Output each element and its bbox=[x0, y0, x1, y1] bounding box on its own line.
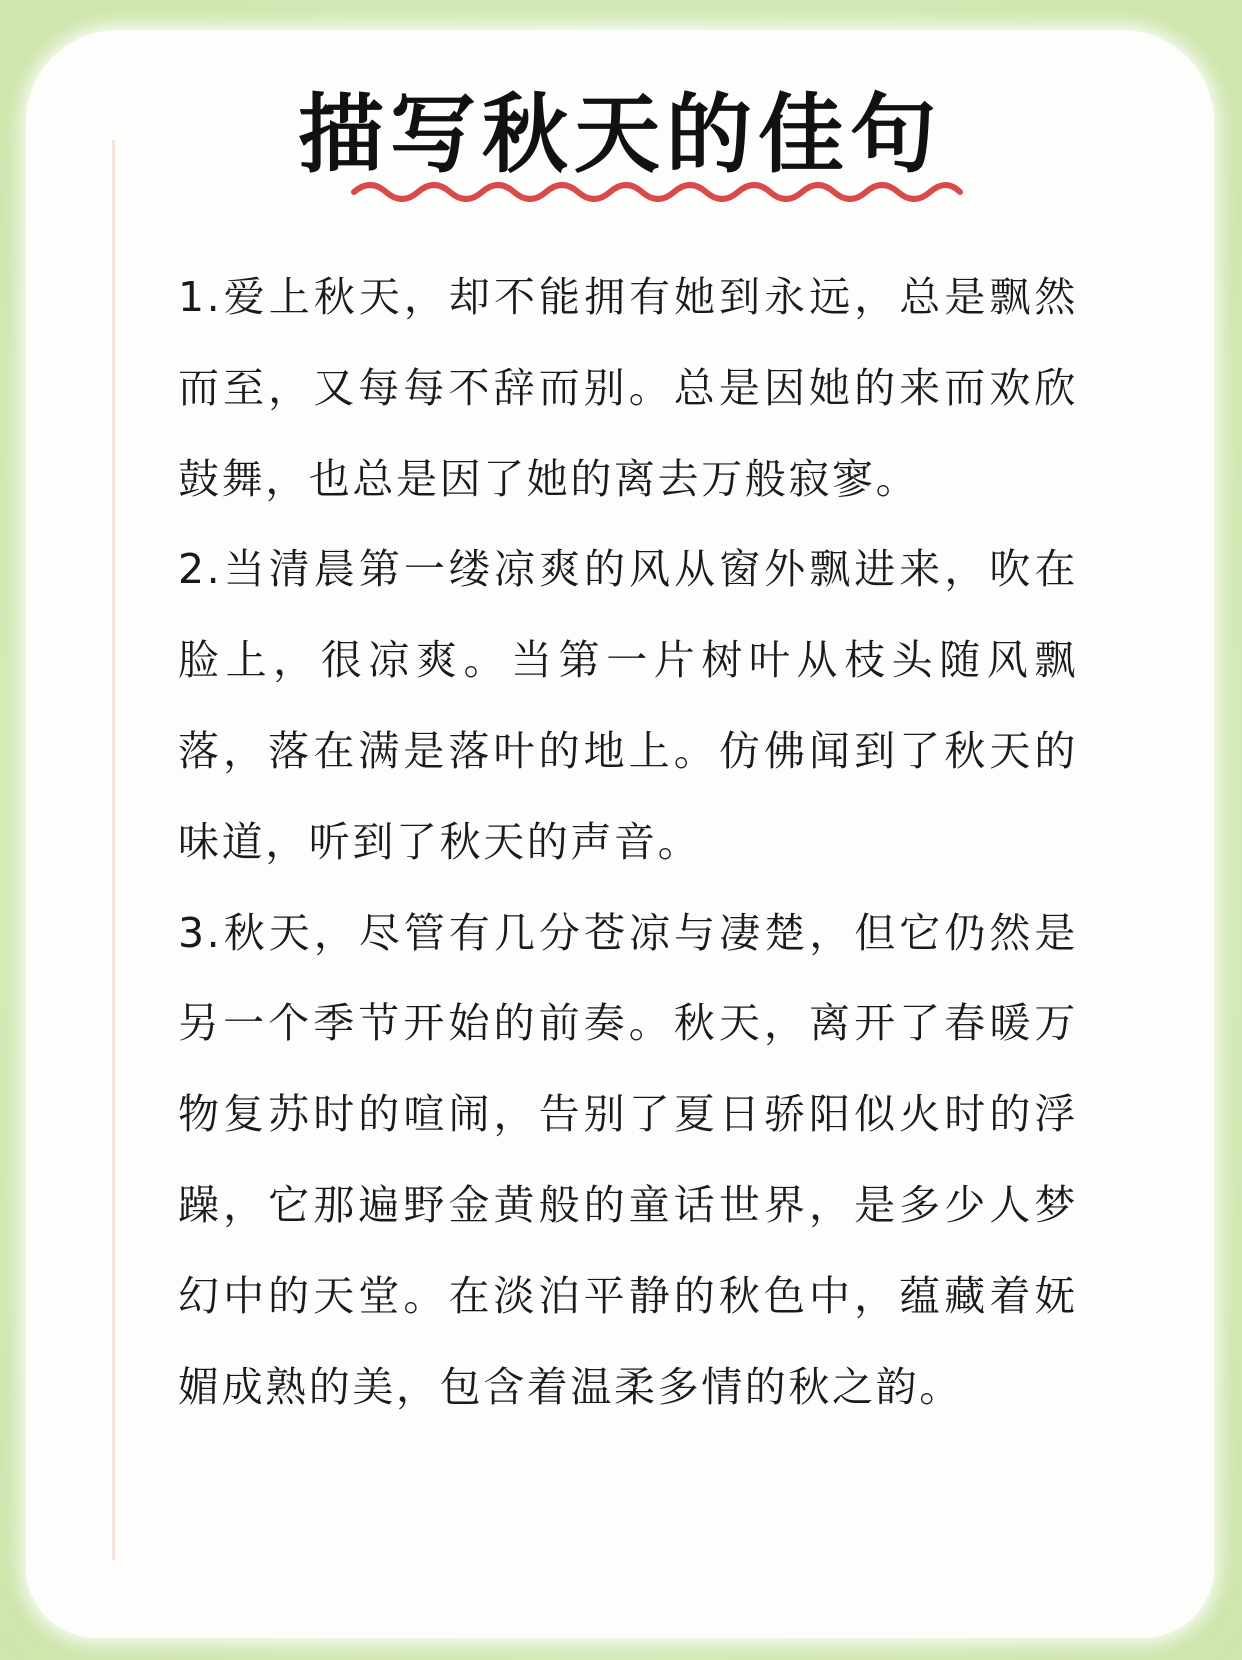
quote-list bbox=[178, 252, 1078, 1432]
quote-paragraph-3: 3.秋天，尽管有几分苍凉与凄楚，但它仍然是另一个季节开始的前奏。秋天，离开了春暖万物复苏时的喧闹，告别了夏日骄阳似火时的浮躁，它那遍野金黄般的童话世界，是多少人梦幻中的天堂。在淡泊平静的秋色中，蕴藏着妩媚成熟的美，包含着温柔多情的秋之韵。 bbox=[178, 908, 1078, 1411]
content-card bbox=[26, 30, 1214, 1638]
title-container bbox=[26, 85, 1214, 185]
wavy-underline bbox=[348, 172, 968, 212]
page-title: 描写秋天的佳句 bbox=[298, 85, 942, 185]
quote-paragraph-2: 2.当清晨第一缕凉爽的风从窗外飘进来，吹在脸上，很凉爽。当第一片树叶从枝头随风飘落，落在满是落叶的地上。仿佛闻到了秋天的味道，听到了秋天的声音。 bbox=[178, 545, 1078, 866]
quote-paragraph-1: 1.爱上秋天，却不能拥有她到永远，总是飘然而至，又每每不辞而别。总是因她的来而欢欣鼓舞，也总是因了她的离去万般寂寥。 bbox=[178, 273, 1078, 503]
wavy-underline-path bbox=[354, 185, 960, 199]
margin-line bbox=[112, 140, 115, 1560]
